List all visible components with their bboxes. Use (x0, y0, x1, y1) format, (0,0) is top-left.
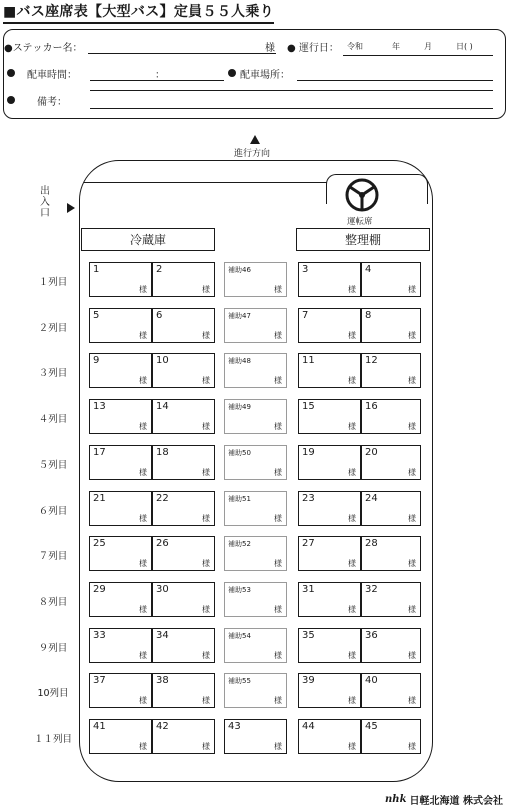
seat-honorific: 様 (202, 651, 210, 660)
company-name: 日軽北海道 株式会社 (409, 796, 503, 807)
row-label: ６列目 (38, 506, 68, 517)
seat-number: 24 (365, 493, 378, 504)
aux-seat[interactable] (224, 399, 287, 434)
row-label: ８列目 (38, 597, 68, 608)
seat-number: 補助52 (228, 540, 251, 548)
aux-seat[interactable] (224, 582, 287, 617)
seat[interactable] (361, 628, 421, 663)
seat[interactable] (361, 719, 421, 754)
seat-number: 29 (93, 584, 106, 595)
seat-honorific: 様 (274, 285, 282, 294)
seat-number: 補助55 (228, 677, 251, 685)
seat[interactable] (361, 491, 421, 526)
aux-seat[interactable] (224, 308, 287, 343)
seat[interactable] (361, 262, 421, 297)
storage-shelf: 整理棚 (296, 228, 430, 251)
year-label: 年 (392, 42, 400, 51)
seat-honorific: 様 (348, 376, 356, 385)
row-label: 10列目 (37, 688, 69, 699)
sticker-name-field[interactable] (88, 53, 276, 54)
seat[interactable] (298, 719, 361, 754)
seat-number: 補助53 (228, 586, 251, 594)
seat-number: 21 (93, 493, 106, 504)
seat[interactable] (89, 536, 152, 571)
seat-honorific: 様 (202, 742, 210, 751)
seat-honorific: 様 (139, 742, 147, 751)
seat[interactable] (89, 445, 152, 480)
seat-number: 43 (228, 721, 241, 732)
seat-number: 6 (156, 310, 163, 321)
seat-number: 補助49 (228, 403, 251, 411)
seat-number: 45 (365, 721, 378, 732)
seat-honorific: 様 (139, 514, 147, 523)
dispatch-time-field[interactable] (90, 80, 224, 81)
seat-honorific: 様 (348, 742, 356, 751)
seat-honorific: 様 (139, 651, 147, 660)
bullet-icon (7, 69, 15, 77)
seat[interactable] (152, 353, 215, 388)
seat-number: 25 (93, 538, 106, 549)
seat-honorific: 様 (139, 422, 147, 431)
seat-honorific: 様 (408, 331, 416, 340)
seat[interactable] (89, 491, 152, 526)
seat-honorific: 様 (139, 559, 147, 568)
seat-honorific: 様 (202, 285, 210, 294)
seat-honorific: 様 (139, 331, 147, 340)
seat-honorific: 様 (348, 285, 356, 294)
seat[interactable] (361, 582, 421, 617)
seat[interactable] (89, 262, 152, 297)
seat-number: 37 (93, 675, 106, 686)
seat-honorific: 様 (202, 468, 210, 477)
sticker-name-label: ●ステッカー名： (4, 43, 83, 54)
seat-honorific: 様 (408, 422, 416, 431)
seat-honorific: 様 (274, 651, 282, 660)
notes-label: 備考： (37, 97, 67, 108)
seat-number: 8 (365, 310, 372, 321)
seat-honorific: 様 (274, 514, 282, 523)
seat-number: 32 (365, 584, 378, 595)
seat-number: 28 (365, 538, 378, 549)
row-label: ２列目 (38, 323, 68, 334)
seat-honorific: 様 (202, 422, 210, 431)
seat-honorific: 様 (408, 559, 416, 568)
bullet-icon (228, 69, 236, 77)
seat[interactable] (298, 582, 361, 617)
seat-number: 補助50 (228, 449, 251, 457)
seat-number: 3 (302, 264, 309, 275)
aux-seat[interactable] (224, 491, 287, 526)
driver-seat-label: 運転席 (347, 217, 373, 227)
seat-honorific: 様 (348, 468, 356, 477)
seat-number: 12 (365, 355, 378, 366)
aux-seat[interactable] (224, 262, 287, 297)
aux-seat[interactable] (224, 353, 287, 388)
seat-number: 2 (156, 264, 163, 275)
seat[interactable] (89, 582, 152, 617)
row-label: ４列目 (38, 414, 68, 425)
seat-honorific: 様 (139, 285, 147, 294)
seat-number: 33 (93, 630, 106, 641)
seat-number: 22 (156, 493, 169, 504)
seat[interactable] (298, 536, 361, 571)
footer (385, 792, 503, 807)
seat[interactable] (152, 673, 215, 708)
bullet-icon (7, 96, 15, 104)
seat-honorific: 様 (408, 285, 416, 294)
aux-seat[interactable] (224, 628, 287, 663)
seat-number: 7 (302, 310, 309, 321)
seat-honorific: 様 (274, 331, 282, 340)
seat-honorific: 様 (139, 468, 147, 477)
seat-number: 補助51 (228, 495, 251, 503)
seat[interactable] (298, 399, 361, 434)
seat-honorific: 様 (139, 696, 147, 705)
seat[interactable] (361, 445, 421, 480)
seat-number: 17 (93, 447, 106, 458)
seat-honorific: 様 (274, 376, 282, 385)
seat[interactable] (152, 628, 215, 663)
seat-honorific: 様 (202, 331, 210, 340)
direction-label: 進行方向 (234, 149, 271, 159)
seat[interactable] (152, 308, 215, 343)
seat-honorific: 様 (348, 514, 356, 523)
aux-seat[interactable] (224, 673, 287, 708)
seat[interactable] (298, 353, 361, 388)
seat-honorific: 様 (274, 559, 282, 568)
time-colon: ： (155, 70, 165, 81)
reiwa-label: 令和 (347, 42, 363, 51)
seat-honorific: 様 (408, 376, 416, 385)
company-logo: nhk (385, 794, 407, 805)
seat-number: 34 (156, 630, 169, 641)
seat-number: 40 (365, 675, 378, 686)
fridge: 冷蔵庫 (81, 228, 215, 251)
seat-honorific: 様 (202, 559, 210, 568)
seat-number: 1 (93, 264, 100, 275)
notes-field-line-1[interactable] (90, 90, 493, 91)
seat[interactable] (298, 673, 361, 708)
seat-number: 23 (302, 493, 315, 504)
seat[interactable] (361, 399, 421, 434)
seat-number: 35 (302, 630, 315, 641)
seat-number: 11 (302, 355, 315, 366)
direction-arrow-icon (250, 135, 260, 144)
seat-honorific: 様 (274, 468, 282, 477)
seat[interactable] (298, 628, 361, 663)
seat-number: 18 (156, 447, 169, 458)
seat[interactable] (298, 262, 361, 297)
aux-seat[interactable] (224, 445, 287, 480)
seat-number: 31 (302, 584, 315, 595)
row-label: ７列目 (38, 551, 68, 562)
seat-number: 42 (156, 721, 169, 732)
steering-wheel-icon (344, 177, 380, 213)
seat-number: 27 (302, 538, 315, 549)
seat[interactable] (89, 719, 152, 754)
seat[interactable] (298, 491, 361, 526)
seat-honorific: 様 (408, 605, 416, 614)
seat-number: 5 (93, 310, 100, 321)
seat[interactable] (298, 445, 361, 480)
seat-honorific: 様 (348, 605, 356, 614)
row-label: ５列目 (38, 460, 68, 471)
seat[interactable] (152, 536, 215, 571)
seat-honorific: 様 (348, 559, 356, 568)
sticker-sama: 様 (265, 43, 275, 54)
seat-number: 39 (302, 675, 315, 686)
seat-number: 10 (156, 355, 169, 366)
row-label: ９列目 (38, 643, 68, 654)
seat-number: 16 (365, 401, 378, 412)
dispatch-time-label: 配車時間： (27, 70, 77, 81)
seat[interactable] (152, 262, 215, 297)
seat-number: 補助48 (228, 357, 251, 365)
seat-number: 補助54 (228, 632, 251, 640)
seat-number: 19 (302, 447, 315, 458)
seat[interactable] (152, 719, 215, 754)
seat[interactable] (89, 673, 152, 708)
run-date-label: ● 運行日： (287, 43, 339, 54)
seat-honorific: 様 (139, 605, 147, 614)
seat-number: 4 (365, 264, 372, 275)
seat[interactable] (298, 308, 361, 343)
seat-honorific: 様 (408, 696, 416, 705)
day-label: 日( ) (456, 42, 473, 51)
row-label: ３列目 (38, 368, 68, 379)
aux-seat[interactable] (224, 536, 287, 571)
seat[interactable] (89, 353, 152, 388)
seat-honorific: 様 (139, 376, 147, 385)
seat-honorific: 様 (348, 422, 356, 431)
seat-number: 14 (156, 401, 169, 412)
seat-honorific: 様 (348, 331, 356, 340)
seat-honorific: 様 (274, 696, 282, 705)
seat-number: 38 (156, 675, 169, 686)
seat-honorific: 様 (348, 651, 356, 660)
seat[interactable] (89, 399, 152, 434)
seat-honorific: 様 (348, 696, 356, 705)
seat[interactable] (361, 536, 421, 571)
row-label: １１列目 (34, 734, 73, 745)
seat-number: 13 (93, 401, 106, 412)
seat-number: 41 (93, 721, 106, 732)
seat-number: 補助47 (228, 312, 251, 320)
seat[interactable] (152, 491, 215, 526)
seat[interactable] (361, 353, 421, 388)
seat-number: 30 (156, 584, 169, 595)
run-date-field[interactable] (343, 55, 493, 56)
notes-field-line-2[interactable] (90, 108, 493, 109)
dispatch-place-label: 配車場所： (240, 70, 290, 81)
seat[interactable] (152, 445, 215, 480)
seat-number: 9 (93, 355, 100, 366)
dispatch-place-field[interactable] (297, 80, 493, 81)
seat-number: 26 (156, 538, 169, 549)
seat-honorific: 様 (202, 696, 210, 705)
month-label: 月 (424, 42, 432, 51)
seat[interactable] (152, 582, 215, 617)
seat-honorific: 様 (408, 514, 416, 523)
seat-honorific: 様 (408, 742, 416, 751)
entrance-arrow-icon (67, 203, 75, 213)
seat-honorific: 様 (202, 376, 210, 385)
row-label: １列目 (38, 277, 68, 288)
seat-honorific: 様 (274, 422, 282, 431)
seat[interactable] (89, 628, 152, 663)
seat-honorific: 様 (408, 468, 416, 477)
page-title: ■バス座席表【大型バス】定員５５人乗り (3, 1, 274, 24)
seat-number: 20 (365, 447, 378, 458)
seat-number: 15 (302, 401, 315, 412)
seat[interactable] (361, 673, 421, 708)
seat-number: 補助46 (228, 266, 251, 274)
entrance-label: 出入口 (40, 186, 50, 219)
seat-honorific: 様 (202, 514, 210, 523)
seat-honorific: 様 (408, 651, 416, 660)
seat-honorific: 様 (274, 742, 282, 751)
seat-number: 44 (302, 721, 315, 732)
seat-number: 36 (365, 630, 378, 641)
seat[interactable] (152, 399, 215, 434)
seat[interactable] (224, 719, 287, 754)
seat[interactable] (361, 308, 421, 343)
seat-honorific: 様 (202, 605, 210, 614)
seat-honorific: 様 (274, 605, 282, 614)
seat[interactable] (89, 308, 152, 343)
